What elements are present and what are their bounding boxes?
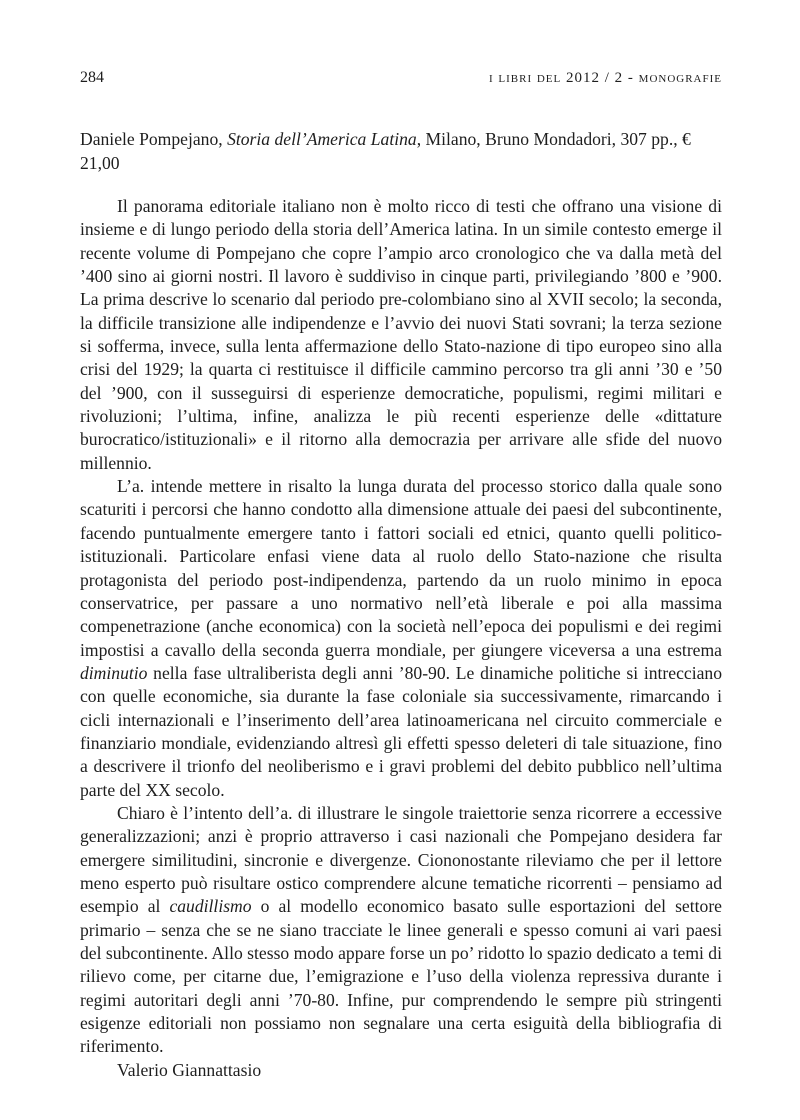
running-head	[80, 68, 722, 88]
review-body	[80, 195, 722, 1082]
review-paragraph-1: Il panorama editoriale italiano non è molto ricco di testi che offrano una visione di insieme e di lungo periodo della storia dell’America latina. In un simile contesto emerge il recente volume di Pompejano che copre l’ampio arco cronologico che va dalla metà del ’400 sino ai giorni nostri. Il lavoro è suddiviso in cinque parti, privilegiando ’800 e ’900. La prima descrive lo scenario dal periodo pre-colombiano sino al XVII secolo; la seconda, la difficile transizione alle indipendenze e l’avvio dei nuovi Stati sovrani; la terza sezione si sofferma, invece, sulla lenta affermazione dello Stato-nazione di tipo europeo sino alla crisi del 1929; la quarta ci restituisce il difficile cammino percorso tra gli anni ’30 e ’50 del ’900, con il susseguirsi di esperienze democratiche, populismi, regimi militari e rivoluzioni; l’ultima, infine, analizza le più recenti esperienze delle «dittature burocratico/istituzionali» e il ritorno alla democrazia per arrivare alle sfide del nuovo millennio.	[80, 196, 722, 473]
review-paragraph-3-part-b: o al modello economico basato sulle esportazioni del settore primario – senza che se ne siano tracciate le linee generali e spesso comuni ai vari paesi del subcontinente. Allo stesso modo appare forse un po’ ridotto lo spazio dedicato a temi di rilievo come, per citarne due, l’emigrazione e l’uso della violenza repressiva durante i regimi autoritari degli anni ’70-80. Infine, pur comprendendo le sempre più stringenti esigenze editoriali non possiamo non segnalare una certa esiguità della bibliografia di riferimento.	[80, 896, 722, 1057]
book-publisher: , Milano, Bruno Mondadori, 307 pp., € 21,00	[80, 129, 691, 173]
page-number: 284	[80, 69, 104, 86]
review-paragraph-3-part-a: Chiaro è l’intento dell’a. di illustrare le singole traiettorie senza ricorrere a eccessive generalizzazioni; anzi è proprio attraverso i casi nazionali che Pompejano desidera far emergere similitudini, sincronie e divergenze. Ciononostante rileviamo che per il lettore meno esperto può risultare ostico comprendere alcune tematiche ricorrenti – pensiamo ad esempio al	[80, 802, 722, 917]
review-paragraph-3	[80, 802, 722, 1059]
book-author: Daniele Pompejano,	[80, 129, 223, 149]
review-paragraph-2-emphasis: diminutio	[80, 662, 148, 683]
document-page	[80, 0, 722, 1120]
review-paragraph-2-part-b: nella fase ultraliberista degli anni ’80-90. Le dinamiche politiche si intrecciano con quelle economiche, sia durante la fase coloniale sia successivamente, rimarcando i cicli internazionali e l’inserimento dell’area latinoamericana nel circuito commerciale e finanziario mondiale, evidenziando altresì gli effetti spesso deleteri di tale situazione, fino a descrivere il trionfo del neoliberismo e i gravi problemi del debito pubblico nell’ultima parte del XX secolo.	[80, 662, 722, 800]
reviewer-signature: Valerio Giannattasio	[117, 1059, 262, 1080]
journal-title: i libri del 2012 / 2 - monografie	[488, 70, 722, 86]
review-paragraph-2	[80, 475, 722, 802]
review-paragraph-3-emphasis: caudillismo	[169, 896, 252, 917]
book-citation	[80, 128, 722, 175]
book-title: Storia dell’America Latina	[227, 129, 417, 149]
review-paragraph-2-part-a: L’a. intende mettere in risalto la lunga durata del processo storico dalla quale sono scaturiti i percorsi che hanno condotto alla dimensione attuale dei paesi del subcontinente, facendo puntualmente emergere tanto i fattori sociali ed etnici, quanto quelli politico-istituzionali. Particolare enfasi viene data al ruolo dello Stato-nazione che risulta protagonista del periodo post-indipendenza, partendo da un ruolo minimo in epoca conservatrice, per passare a uno normativo nell’età liberale e poi alla massima compenetrazione (anche economica) con la società nell’epoca dei populismi e dei regimi impostisi a cavallo della seconda guerra mondiale, per giungere viceversa a una estrema	[80, 476, 722, 660]
